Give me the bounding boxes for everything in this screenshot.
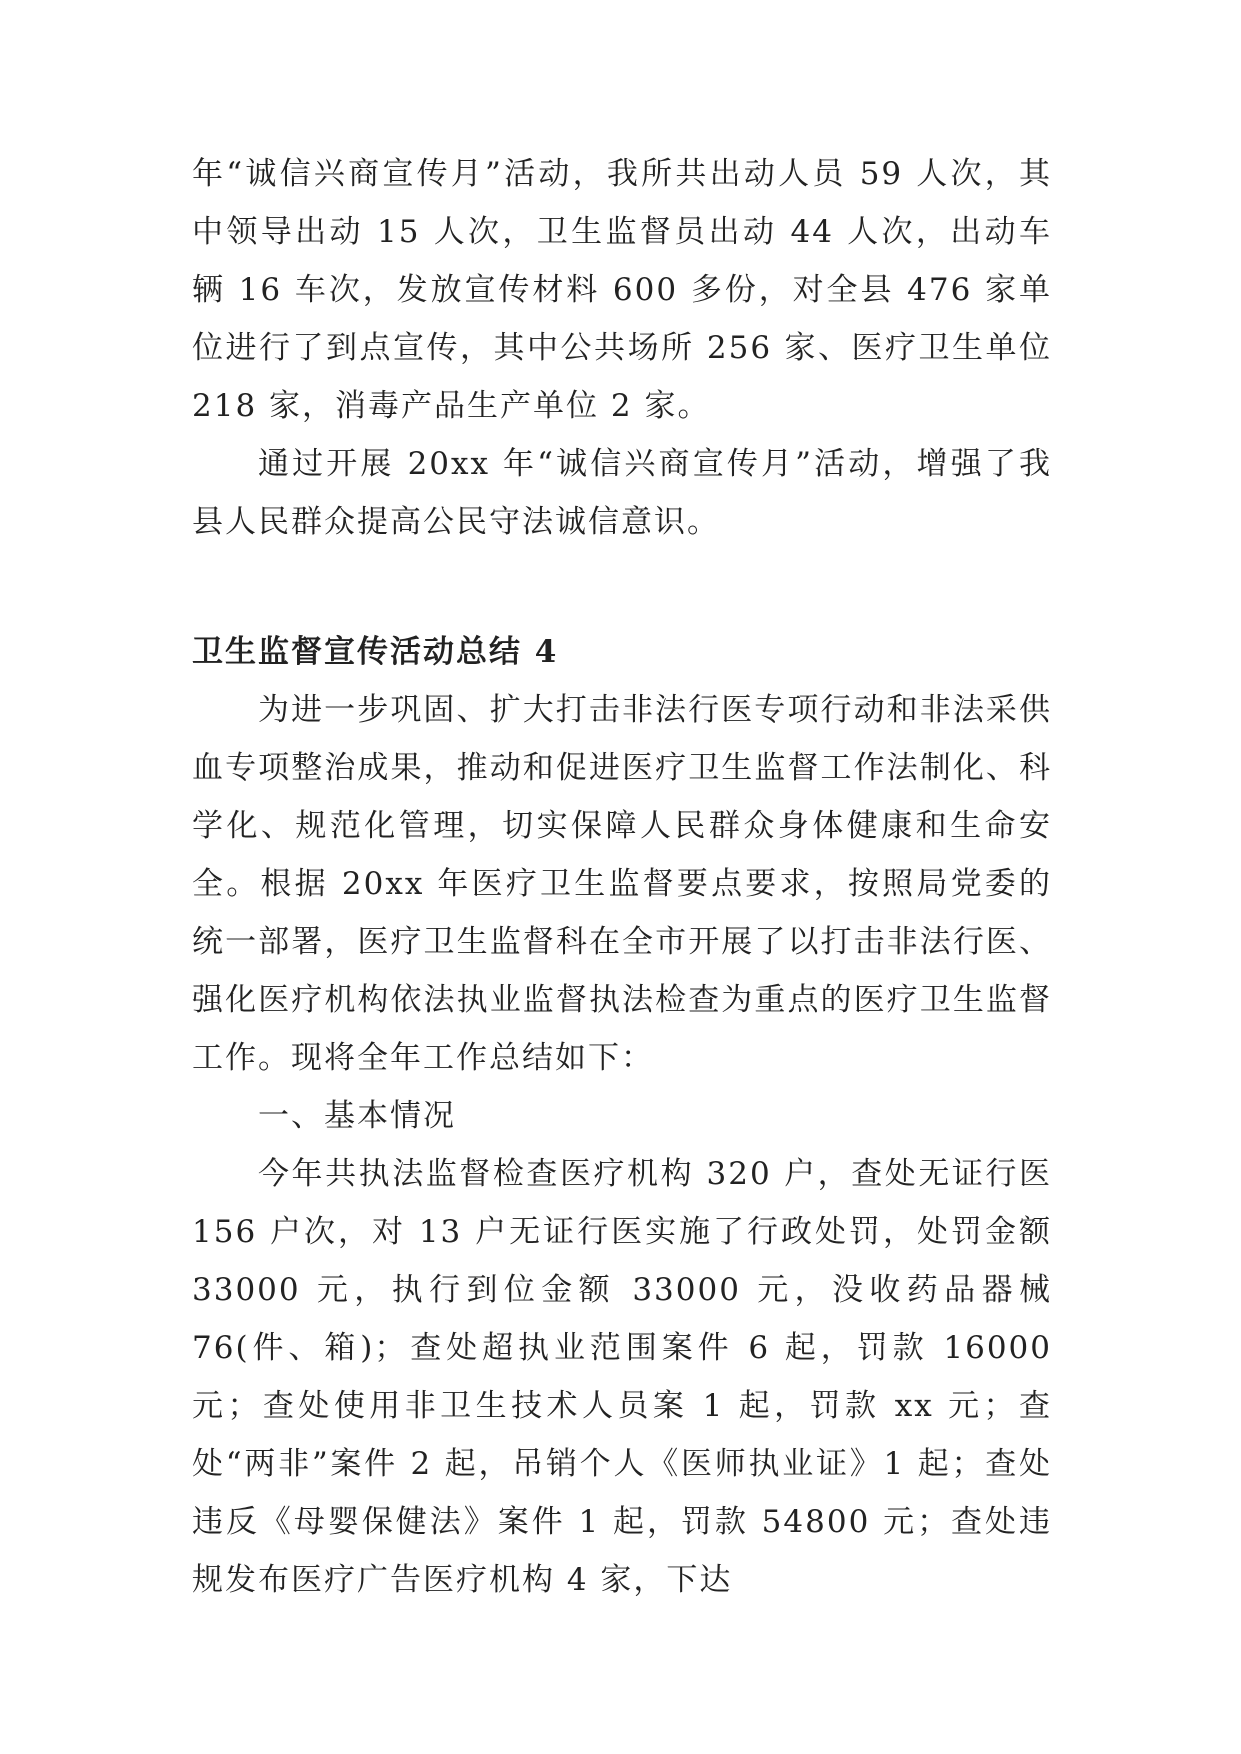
paragraph-basic-stats: 今年共执法监督检查医疗机构 320 户，查处无证行医 156 户次，对 13 户无证行医实施了行政处罚，处罚金额 33000 元，执行到位金额 33000 元，没收药品器械 76(件、箱)；查处超执业范围案件 6 起，罚款 16000 元；查处使用非卫生技术人员案 1 起，罚款 xx 元；查处“两非”案件 2 起，吊销个人《医师执业证》1 起；查处违反《母婴保健法》案件 1 起，罚款 54800 元；查处违规发布医疗广告医疗机构 4 家，下达 xyxy=(192,1156,1052,1598)
section-summary-4 xyxy=(192,623,1052,1609)
paragraph-intro: 为进一步巩固、扩大打击非法行医专项行动和非法采供血专项整治成果，推动和促进医疗卫生监督工作法制化、科学化、规范化管理，切实保障人民群众身体健康和生命安全。根据 20xx 年医疗卫生监督要点要求，按照局党委的统一部署，医疗卫生监督科在全市开展了以打击非法行医、强化医疗机构依法执业监督执法检查为重点的医疗卫生监督工作。现将全年工作总结如下： xyxy=(192,692,1052,1076)
subheading-basic-situation: 一、基本情况 xyxy=(258,1098,456,1134)
section-continuation xyxy=(192,145,1052,551)
paragraph-campaign-result: 通过开展 20xx 年“诚信兴商宣传月”活动，增强了我县人民群众提高公民守法诚信意识。 xyxy=(192,446,1052,540)
section-title: 卫生监督宣传活动总结 4 xyxy=(192,634,559,670)
paragraph-campaign-stats: 年“诚信兴商宣传月”活动，我所共出动人员 59 人次，其中领导出动 15 人次，卫生监督员出动 44 人次，出动车辆 16 车次，发放宣传材料 600 多份，对全县 476 家单位进行了到点宣传，其中公共场所 256 家、医疗卫生单位 218 家，消毒产品生产单位 2 家。 xyxy=(192,156,1052,424)
